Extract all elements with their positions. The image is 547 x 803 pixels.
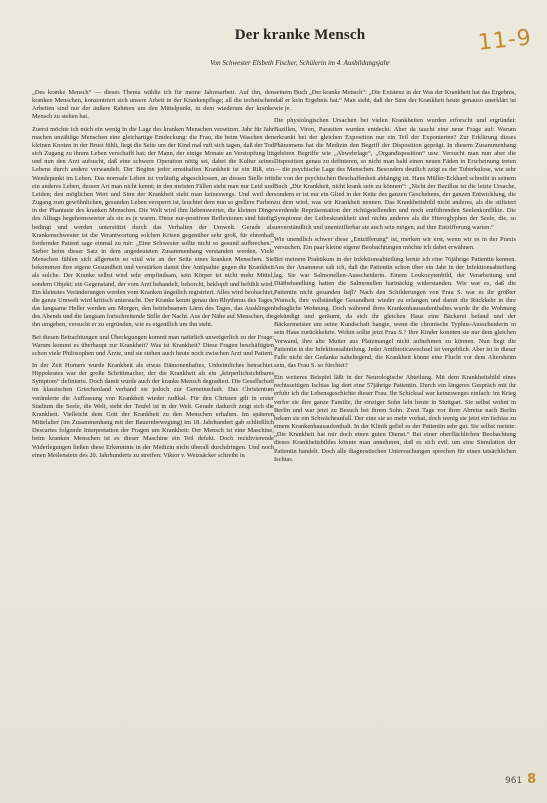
handwritten-page-number: 11-9 [476,25,534,56]
left-column [32,89,274,464]
paragraph: Die physiologischen Ursachen bei vielen Krankheiten wurden erforscht und ergründet: Bazillen, Viren, Parasiten wurden entdeckt. Aber da taucht eine neue Frage auf: Warum erkrankt bei der gleichen Exposition nur ein Teil der Exponierten? Zur Erklärung dieses Phänomens hat die Medizin den Begriff der Disposition geprägt. In diesem Zusammenhang gehören Begriffe wie „Abwehrlage“, „Organdisposition“ usw. Versucht man nun aber die Disposition genau zu definieren, so nicht man bald einen neuen Fäden in Erscheinung treten — die psychische Lage des Menschen. Besonders deutlich zeigt es der Tuberkulose, wie sehr die von der psychischen Beschaffenheit abhängig ist. Hans Müller-Eckhard schreibt in seinem Buch „Die Krankheit, nicht krank sein zu können“: „Nicht der Bazillus ist die letzte Ursache, sondern er ist nur ein Glied in der Kette des ganzen Geschehens, der ganzen Entwicklung, die zu dem wird, was wir Krankheit nennen. Das Krankheitsbild nicht anderes, als die stilisiert werdende Repräsentation der richtigstellenden und noch entführenden Seelenkonflikte. Die Symptome der Leibeskrankheit sind nichts anderes als die Hieroglyphen der Seele, die, so unverständlich und unentzifferbar sie auch sein mögen, auf ihre Entzifferung warten.“ [274,117,516,231]
paragraph: „Des kranke Mensch“ — dieses Thema wählte ich für meine Jahresarbeit. Auf ihn, den kranken Menschen, konzentriert sich unsere Arbeit in der Krankenpflege; all die technischen Arbeiten sind nur der äußere Rahmen um den Mittelpunkt, in dem wiederum der kranke Mensch zu stehen hat. [32,89,274,121]
paragraph: seinem Buch „Der kranke Mensch“: „Die Existenz in der Was der Krankheit hat das Ergebnis, daß er kein Ergebnis hat.“ Man sieht, daß der Sinn der Krankheit heute genauso unerklärt ist wie je. [274,89,516,113]
paragraph: Wie unendlich schwer diese „Entzifferung“ ist, merken wir erst, wenn wir es in der Praxis versuchen. Ein paar kleine eigene Beobachtungen möchte ich dabei erwähnen. [274,235,516,251]
paragraph: Bei diesen Betrachtungen und Überlegungen kommt man natürlich unweigerlich zu der Frage: Warum kommt es überhaupt zur Krankheit? Was ist Krankheit? Diese Fragen beschäftigten schon viele Philosophen und Ärzte, und sie stehen auch heute noch zwischen Arzt und Patient. [32,333,274,357]
paragraph: Zuerst möchte ich mich ein wenig in die Lage des kranken Menschen versetzen. Jahr für Jahr machen unzählige Menschen eine gleichartige Entdeckung: die Frau, die beim Waschen den kleinen Knoten in der Brust fühlt, liegt die Seite um der Kind mal ruft sich tagen, daß der Tod sich Zugang zu ihrem Leben verschafft hat; der Mann, der einige Monate an Verstopfung litt und nun den Arzt aufsucht, daß eine schwere Operation nötig sei, dabei die Kultur seines Lebens durch andere verwandelt. Der Beginn jeder ernsthaften Krankheit ist ein Riß, ein Wendepunkt im Leben. Das normale Leben ist vorläufig abgeschlossen, an dessen Stelle tritt ein anderes Leben, dessen Art man nicht kennt; in den meisten Fällen sieht man nur Leid und Leiden; den möglichen Wert und Sinn der Krankheit sieht man keineswegs. Und weil der Zugang zum gewöhnlichen, gesunden Leben versperrt ist, leuchtet dem nun so grellere Farben in der Phantasie des kranken Menschen. Die Welt wird ihm liebenswerter, die kleinen Dinge des Alltags begehrenswerter als sie es je waren. Diese nur-positiven Reflexionen sind häufig bedingt und werden unterstützt durch das Verhalten der Umwelt. Gerade als Krankenschwester ist die Verantwortung solchen Krisen gegenüber sehr groß, für ehrenhaft fordernder Patient sage einmal zu mir: „Eine Schwester sollte nicht so gesund aufbrechen.“ Sieber beim dieser Satz in dem angedeuteten Zusammenhang verstanden werden. Viele Menschen fühlen sich allgemein so vital wie an der Seite eines kranken Menschen. Sie bekommen ihre eigene Gesundheit und verstärken damit ihre Antipathie gegen die Krankheit als solche. Der Kranke selbst wird sehr empfindsam, sein Körper ist nicht mehr Mittel, sondern Objekt: ein Gegenstand, der vom Arzt behandelt, behorcht, beklopft und befühlt wird. Ein kleinstes Veränderungen werden vom Kranken ängstlich registriert. Alles wird beobachtet, die ganze Umwelt wird kritisch untersucht. Der Kranke kennt genau den Rhythmus des Tages, das langsame Heller werden am Morgen, den betriebsamen Lärm des Tages, das Ausklingen des Abends und die langsam fortschreitende Stille der Nacht. Aus der Nähe auf Menschen, die ihn umgeben, versucht er zu ergründen, wie es eigentlich um ihn steht. [32,125,274,329]
handwritten-mark: 8 [527,772,537,787]
page-number: 961 [505,776,523,786]
page-footer [505,772,536,787]
article-byline: Von Schwester Elsbeth Fischer, Schülerin im 4. Ausbildungsjahr [210,59,390,67]
paragraph: Bei meinem Praktikum in der Infektionsabteilung lernte ich eine 76jährige Patientin kennen. Aus der Anamnese sah ich, daß die Patientin schon über ein Jahr in der Infektionsabteilung lag. Sie war Salmonellen-Ausscheiderin. Einem Leukozytenbild, der Verarbeitung und Diätbehandlung hatten die Salmonellen hartnäckig widerstanden. Wie war es, daß die Patientin nicht gesunden lieβ? Nach den Schilderungen von Frau S. war es ihr größter Wunsch, ihre vollständige Gesundheit wieder zu erlangen und damit die Rückkehr in ihre behagliche Wohnung. Doch während ihres Krankenhausaufenthaltes wurde ihr die Wohnung gekündigt und geräumt, da sich ihr gleichen Haus eine Bäckerei befand und der Bäckermeister um seine Kundschaft bangte, wenn die chronische Typhus-Ausscheiderin in sein Haus zurückkehrte. Wohin sollte jetzt Frau S.? Ihre Kinder konnten sie nur dem gleichen Vorwand, ihre alte Mutter aus Platzmangel nicht aufnehmen zu können. Nun liegt die Patientin in der Infektionsabteilung. Jeder Antibioticawechsel ist vergeblich. Aber ist in dieser Falle nicht der Gedanke naheliegend, die Krankheit könne eine Flucht vor dem Altersheim sein, das Frau S. so fürchtet? [274,255,516,369]
paragraph: In der Zeit Homers wurde Krankheit als etwas Dämonenhaftes, Unheimliches betrachtet. Hippokrates war der große Schrittmacher, der die Krankheit als ein „körperlichsichtbares Symptom“ definierte. Doch damit wurde auch der kranke Mensch degradiert. Die Gesellschaft im klassischen Griechenland verband sie jedoch zur Gemeinschaft. Das Christentum veränderte die Auffassung von Krankheit wieder radikal. Für den Christen gilt in erster Stadium die Seele, die Welt, sieht der Teufel ist in der Welt. Gerade dadurch zeigt sich die Krankheit. Vielleicht dem Gott der Krankheit zu den Menschen erhalten. Im späteren Mittelalter (im Zusammenhang mit der Bauernbewegung) im 18. Jahrhundert gab schließlich Descartes folgende Interpretation der Fragen um Krankheit: Der Mensch ist eine Maschine, beim kranken Menschen ist es dieser Maschine ein Teil defekt. Doch rezidivierende Widerlegungen ließen diese Erkenntnis in der Medizin nicht überall durchdringen. Und noch einen Meilenstein des 20. Jahrhunderts zu streifen: Viktor v. Weizsäcker schreibt in [32,362,274,459]
right-column [274,89,516,468]
article-title: Der kranke Mensch [234,27,366,43]
paragraph: Ein weiteres Beispiel läßt in der Neurologische Abteilung. Mit dem Krankheitsbild eines rechtsseitigen Ischias lag dort eine 57jährige Patientin. Durch ein längeres Gespräch mit ihr erfuhr ich die Lebensgeschichte dieser Frau. Ihr Schicksal war keinesweges einfach: im Krieg verlor sie ihre ganze Familie, ihr einziger Sohn lebt heute in Stuttgart. Sie selbst wohnt in Berlin und war jetzt zu Besuch bei ihrem Sohn. Zwei Tage vor ihrer Abreise nach Berlin bekam sie ein Schwächeanfall. Der eine sie so mehr vorhat, doch wenig sie jetzt ein Ischias zu einem Krankenhausaufenthalt. In der Klinik gefiel es der Patientin sehr gut. Sie selbst meinte: „Die Krankheit hat mir doch einen guten Dienst.“ Bei einer oberflächlichen Beobachtung dieses Krankheitsbildes könnte man annehmen, daß es sich evtl. um eine Simulation der Patientin handelt. Doch alle diagnostischen Untersuchungen sprechen für einen tatsächlichen Ischias. [274,374,516,463]
